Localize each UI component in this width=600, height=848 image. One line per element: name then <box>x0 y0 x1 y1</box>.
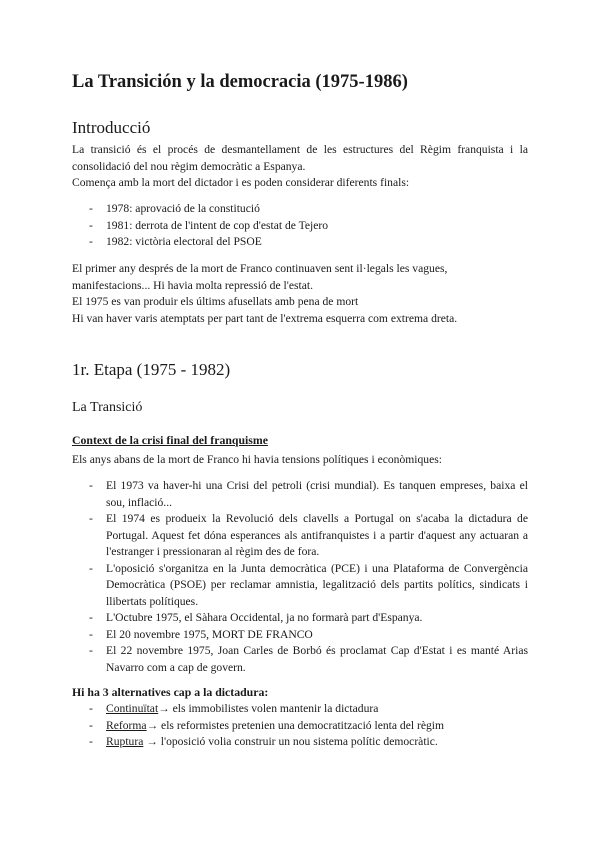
intro-para2: Comença amb la mort del dictador i es poden considerar diferents finals: <box>72 176 410 189</box>
intro-after <box>72 261 528 327</box>
list-item: - El 22 novembre 1975, Joan Carles de Borbó és proclamat Cap d'Estat i es manté Arias Navarro com a cap de govern. <box>89 644 528 674</box>
intro-para1: La transició és el procés de desmantellament de les estructures del Règim franquista i la consolidació del nou règim democràtic a Espanya. <box>72 143 528 173</box>
context-list <box>72 478 528 676</box>
intro-paragraph <box>72 142 528 192</box>
alternative-term: Continuïtat <box>106 702 159 715</box>
document-title: La Transición y la democracia (1975-1986) <box>72 72 408 92</box>
alternative-term: Reforma <box>106 718 147 732</box>
list-item: - L'Octubre 1975, el Sàhara Occidental, ja no formarà part d'Espanya. <box>89 611 423 624</box>
list-item: - Ruptura → l'oposició volia construir un nou sistema polític democràtic. <box>89 735 438 748</box>
list-item: - El 1973 va haver-hi una Crisi del petroli (crisi mundial). Es tanquen empreses, baixa el sou, inflació... <box>89 479 528 509</box>
list-item: - L'oposició s'organitza en la Junta democràtica (PCE) i una Plataforma de Convergència Democràtica (PSOE) per reclamar amnistia, legalització dels partits polítics, sindicats i llibertats polítiques. <box>89 561 528 608</box>
list-item: - Reforma→ els reformistes pretenien una democratització lenta del règim <box>89 718 445 732</box>
list-item: - El 20 novembre 1975, MORT DE FRANCO <box>89 627 313 641</box>
etapa1-heading: 1r. Etapa (1975 - 1982) <box>72 360 231 379</box>
list-item: - 1981: derrota de l'intent de cop d'estat de Tejero <box>89 218 329 232</box>
list-item: - 1978: aprovació de la constitució <box>89 202 260 215</box>
list-item: - 1982: victòria electoral del PSOE <box>89 235 262 248</box>
context-title: Context de la crisi final del franquisme <box>72 433 268 447</box>
etapa1-subheading: La Transició <box>72 400 143 415</box>
alternatives-list <box>72 701 528 751</box>
list-item: - Continuïtat→ els immobilistes volen mantenir la dictadura <box>89 702 379 715</box>
intro-after-3: Hi van haver varis atemptats per part tant de l'extrema esquerra com extrema dreta. <box>72 311 458 325</box>
intro-after-2: El 1975 es van produir els últims afusellats amb pena de mort <box>72 295 359 308</box>
alternative-term: Ruptura <box>106 735 144 748</box>
intro-after-1: El primer any després de la mort de Franco continuaven sent il·legals les vagues, manifestacions... Hi havia molta repressió de l'estat. <box>72 262 448 292</box>
finals-list <box>72 201 528 251</box>
arrow-icon: → <box>158 702 170 715</box>
list-item: - El 1974 es produeix la Revolució dels clavells a Portugal on s'acaba la dictadura de Portugal. Aquest fet dóna esperances als antifranquistes i a partir d'aquest any actuaran a l'estranger i pressionaran al règim des de fora. <box>89 512 528 558</box>
arrow-icon: → <box>143 735 158 748</box>
context-intro: Els anys abans de la mort de Franco hi havia tensions polítiques i econòmiques: <box>72 453 442 466</box>
arrow-icon: → <box>146 718 159 732</box>
alternatives-title: Hi ha 3 alternatives cap a la dictadura: <box>72 685 269 699</box>
intro-heading: Introducció <box>72 118 151 137</box>
